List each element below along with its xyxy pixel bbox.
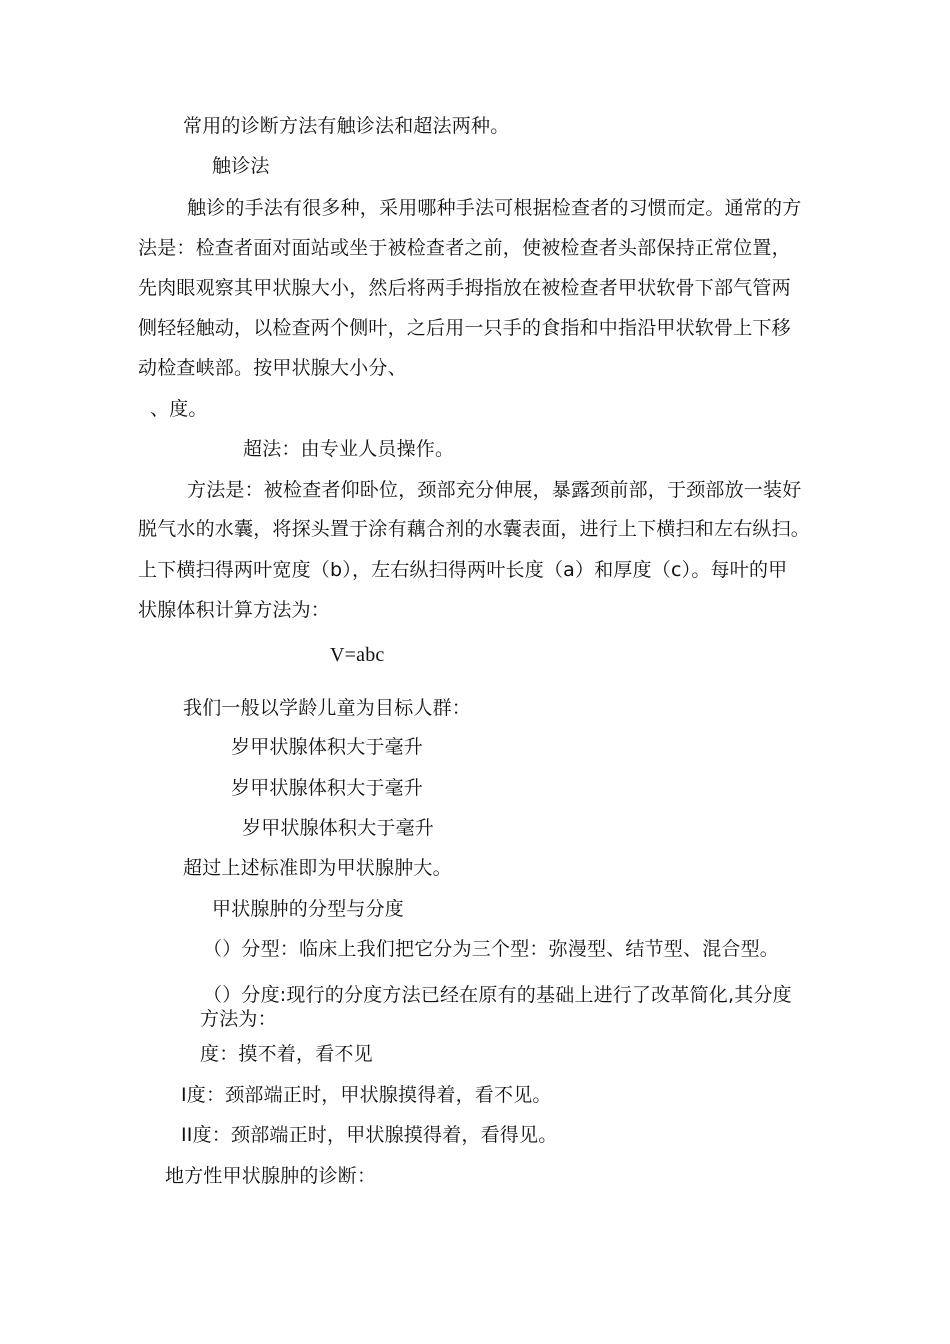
ultrasound-paragraph-line: 状腺体积计算方法为： [138, 599, 331, 621]
intro-line: 常用的诊断方法有触诊法和超法两种。 [183, 115, 510, 137]
final-heading: 地方性甲状腺肿的诊断： [165, 1165, 377, 1187]
palpation-paragraph-line: 动检查峡部。按甲状腺大小分、 [138, 357, 407, 379]
grade-item: 度：摸不着，看不见 [200, 1043, 373, 1065]
grade-item: II度：颈部端正时，甲状腺摸得着，看得见。 [181, 1124, 558, 1146]
classification-heading: 甲状腺肿的分型与分度 [212, 898, 405, 920]
grade-item: I度：颈部端正时，甲状腺摸得着，看不见。 [181, 1084, 552, 1106]
criterion-line: 岁甲状腺体积大于毫升 [231, 736, 424, 758]
criterion-line: 岁甲状腺体积大于毫升 [231, 777, 424, 799]
palpation-paragraph-line: 触诊的手法有很多种，采用哪种手法可根据检查者的习惯而定。通常的方 [187, 197, 802, 219]
palpation-paragraph-line: 法是：检查者面对面站或坐于被检查者之前，使被检查者头部保持正常位置， [138, 237, 791, 259]
target-intro: 我们一般以学龄儿童为目标人群： [183, 697, 472, 719]
grade-intro-line: （）分度:现行的分度方法已经在原有的基础上进行了改革简化,其分度 [203, 984, 792, 1006]
target-conclusion: 超过上述标准即为甲状腺肿大。 [183, 857, 452, 879]
criterion-line: 岁甲状腺体积大于毫升 [242, 817, 435, 839]
grade-intro-line: 方法为： [200, 1008, 277, 1030]
degree-fragment: 、度。 [150, 398, 208, 420]
palpation-heading: 触诊法 [212, 155, 270, 177]
ultrasound-paragraph-line: 脱气水的水囊，将探头置于涂有藕合剂的水囊表面，进行上下横扫和左右纵扫。 [138, 518, 811, 540]
ultrasound-heading: 超法：由专业人员操作。 [243, 438, 455, 460]
ultrasound-paragraph-line: 方法是：被检查者仰卧位，颈部充分伸展，暴露颈前部，于颈部放一装好 [187, 479, 802, 501]
ultrasound-paragraph-line: 上下横扫得两叶宽度（b），左右纵扫得两叶长度（a）和厚度（c）。每叶的甲 [138, 559, 788, 581]
volume-formula: V=abc [330, 644, 385, 666]
palpation-paragraph-line: 侧轻轻触动，以检查两个侧叶，之后用一只手的食指和中指沿甲状软骨上下移 [138, 317, 791, 339]
type-line: （）分型：临床上我们把它分为三个型：弥漫型、结节型、混合型。 [203, 938, 780, 960]
palpation-paragraph-line: 先肉眼观察其甲状腺大小，然后将两手拇指放在被检查者甲状软骨下部气管两 [138, 277, 791, 299]
